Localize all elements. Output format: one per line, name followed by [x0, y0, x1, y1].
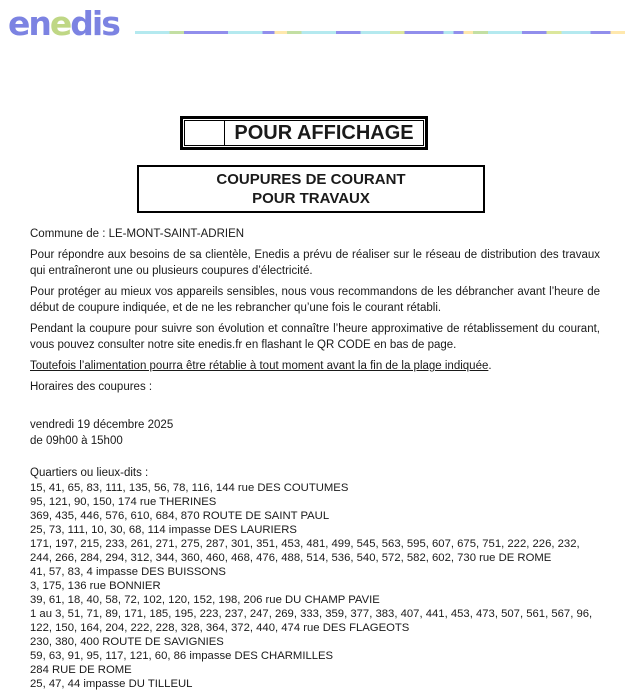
- address-line: 25, 47, 44 impasse DU TILLEUL: [30, 678, 193, 690]
- coupures-title-line2: POUR TRAVAUX: [252, 190, 370, 207]
- pour-affichage-banner: [180, 116, 428, 150]
- quartiers-label: Quartiers ou lieux-dits :: [30, 467, 149, 479]
- address-line: 25, 73, 111, 10, 30, 68, 114 impasse DES LAURIERS: [30, 524, 297, 536]
- paragraph-qrcode: Pendant la coupure pour suivre son évolution et connaître l’heure approximative de rétablissement du courant, vous pouvez consulter notre site enedis.fr en flashant le QR CODE en bas de page.: [30, 323, 600, 351]
- schedule-block: [30, 417, 600, 449]
- coupures-title-line1: COUPURES DE COURANT: [216, 171, 406, 188]
- underlined-notice-line: [30, 358, 600, 374]
- address-line: 171, 197, 215, 233, 261, 271, 275, 287, 301, 351, 453, 481, 499, 545, 563, 595, 607, 675, 751, 222, 226, 232, 244, 266, 284, 294, 312, 344, 360, 460, 468, 476, 488, 514, 536, 540, 572, 582, 602, 730 rue DE ROME: [30, 538, 580, 564]
- pour-affichage-title: POUR AFFICHAGE: [234, 122, 414, 144]
- logo-text-end: dis: [70, 4, 119, 43]
- address-line: 3, 175, 136 rue BONNIER: [30, 580, 161, 592]
- address-line: 41, 57, 83, 4 impasse DES BUISSONS: [30, 566, 226, 578]
- enedis-logo: [8, 4, 119, 43]
- logo-text-green-e: e: [49, 4, 71, 43]
- brand-multicolor-line: [135, 31, 625, 34]
- address-line: 39, 61, 18, 40, 58, 72, 102, 120, 152, 198, 206 rue DU CHAMP PAVIE: [30, 594, 380, 606]
- pour-affichage-inner-frame: [184, 120, 424, 146]
- document-body: [30, 226, 600, 691]
- address-list: [30, 481, 600, 691]
- address-line: 230, 380, 400 ROUTE DE SAVIGNIES: [30, 636, 224, 648]
- underlined-notice-period: .: [488, 360, 492, 372]
- address-line: 284 RUE DE ROME: [30, 664, 132, 676]
- outage-time: de 09h00 à 15h00: [30, 435, 123, 447]
- address-line: 1 au 3, 51, 71, 89, 171, 185, 195, 223, 237, 247, 269, 333, 359, 377, 383, 407, 441, 453, 473, 507, 561, 567, 96, 122, 150, 164, 204, 222, 228, 328, 364, 372, 440, 474 rue DES FLAGEOTS: [30, 608, 593, 634]
- address-line: 15, 41, 65, 83, 111, 135, 56, 78, 116, 144 rue DES COUTUMES: [30, 482, 349, 494]
- address-line: 59, 63, 91, 95, 117, 121, 60, 86 impasse DES CHARMILLES: [30, 650, 334, 662]
- outage-date: vendredi 19 décembre 2025: [30, 419, 174, 431]
- paragraph-intro: Pour répondre aux besoins de sa clientèle, Enedis a prévu de réaliser sur le réseau de distribution des travaux qui entraîneront une ou plusieurs coupures d’électricité.: [30, 249, 600, 277]
- pour-affichage-empty-cell: [185, 121, 225, 145]
- underlined-notice-text: Toutefois l’alimentation pourra être rétablie à tout moment avant la fin de la plage indiquée: [30, 360, 489, 372]
- commune-line: Commune de : LE-MONT-SAINT-ADRIEN: [30, 228, 245, 240]
- coupures-title-banner: [137, 165, 485, 213]
- address-line: 95, 121, 90, 150, 174 rue THERINES: [30, 496, 217, 508]
- paragraph-advice: Pour protéger au mieux vos appareils sensibles, nous vous recommandons de les débrancher avant l’heure de début de coupure indiquée, et de ne les rebrancher qu’une fois le courant rétabli.: [30, 286, 600, 314]
- address-line: 369, 435, 446, 576, 610, 684, 870 ROUTE DE SAINT PAUL: [30, 510, 330, 522]
- page-header: [0, 0, 625, 43]
- logo-text-start: en: [8, 4, 50, 43]
- horaires-label: Horaires des coupures :: [30, 381, 153, 393]
